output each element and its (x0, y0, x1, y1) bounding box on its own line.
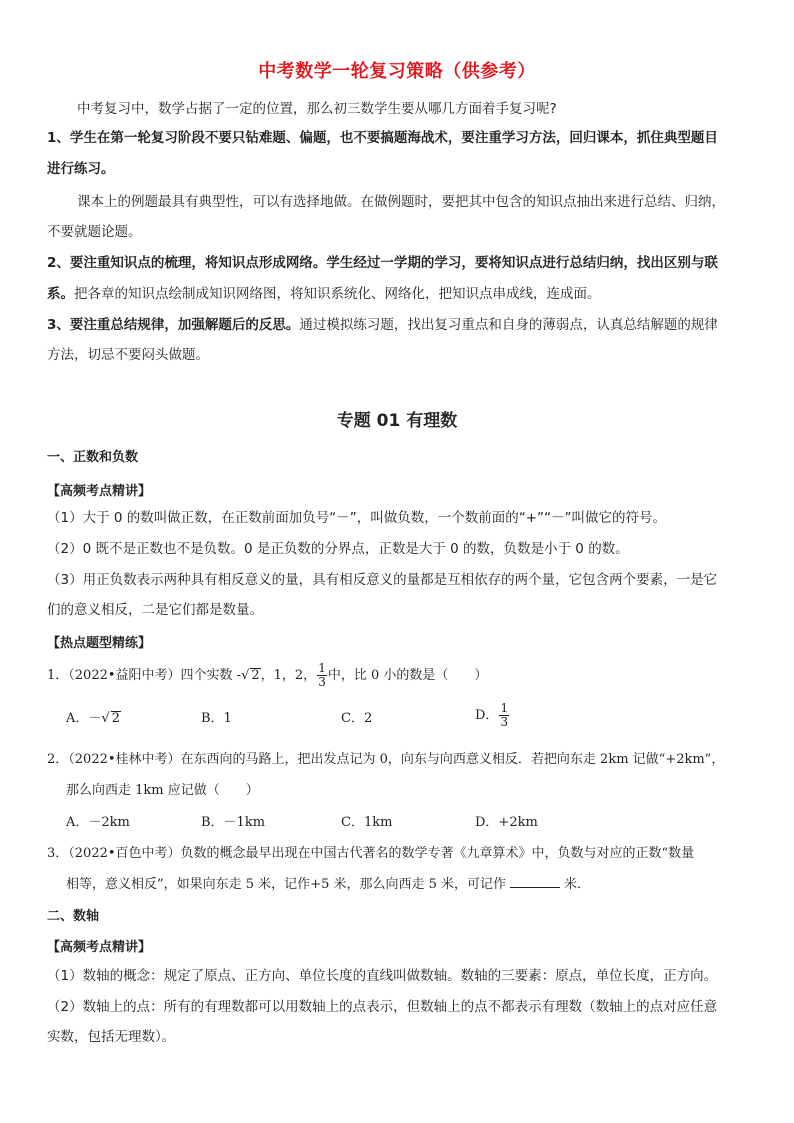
q1-option-a (66, 706, 121, 732)
kp-2: （2）0 既不是正数也不是负数。0 是正负数的分界点，正数是大于 0 的数，负数是小于 0 的数。 (47, 541, 629, 557)
strategy-2-bold: 系。 (47, 286, 74, 302)
kp-3-line2: 们的意义相反，二是它们都是数量。 (47, 602, 263, 618)
q1-option-c: C．2 (341, 711, 373, 726)
q1-opt-a-label: A．－ (66, 711, 102, 726)
kp-1: （1）大于 0 的数叫做正数，在正数前面加负号“－”，叫做负数，一个数前面的“+”“－”叫做它的符号。 (47, 510, 667, 526)
q2-option-b: B．－1km (201, 815, 266, 830)
question-3-line1: 3．（2022•百色中考）负数的概念最早出现在中国古代著名的数学专著《九章算术》中，负数与对应的正数“数量 (47, 846, 695, 861)
q1-sqrt-radicand: 2 (251, 668, 260, 683)
q1-opt-d-fraction (499, 702, 509, 729)
kp-heading-2: 【高频考点精讲】 (47, 940, 152, 955)
strategy-3-line1 (47, 314, 718, 336)
strategy-2-line2 (47, 283, 601, 305)
sqrt-icon: √ (101, 711, 110, 726)
q1-frac-num: 1 (318, 661, 326, 675)
q1-opt-a-radicand: 2 (111, 711, 120, 726)
answer-blank (510, 875, 560, 888)
strategy-1-detail-line2: 不要就题论题。 (47, 224, 142, 240)
section-2-heading: 二、数轴 (47, 909, 100, 924)
strategy-2-rest: 把各章的知识点绘制成知识网络图，将知识系统化、网络化，把知识点串成线，连成面。 (74, 286, 601, 302)
topic-title: 专题 01 有理数 (336, 411, 458, 431)
strategy-1-line1: 1、学生在第一轮复习阶段不要只钻难题、偏题，也不要搞题海战术，要注重学习方法，回归课本，抓住典型题目 (47, 130, 718, 146)
q1-opt-d-den: 3 (500, 715, 509, 729)
strategy-3-line2: 方法，切忌不要闷头做题。 (47, 347, 209, 363)
q1-fraction (317, 662, 327, 689)
kp-3-line1: （3）用正负数表示两种具有相反意义的量，具有相反意义的量都是互相依存的两个量，它包含两个要素，一是它 (47, 572, 718, 588)
page-title: 中考数学一轮复习策略（供参考） (258, 61, 536, 82)
q1-mid: ，1，2， (260, 668, 317, 683)
q1-option-b: B．1 (201, 711, 232, 726)
axis-kp-2-line1: （2）数轴上的点：所有的有理数都可以用数轴上的点表示，但数轴上的点不都表示有理数（数轴上的点对应任意 (47, 999, 718, 1015)
axis-kp-2-line2: 实数，包括无理数）。 (47, 1029, 176, 1045)
axis-kp-1: （1）数轴的概念：规定了原点、正方向、单位长度的直线叫做数轴。数轴的三要素：原点，单位长度，正方向。 (47, 968, 718, 984)
question-2-line1: 2．（2022•桂林中考）在东西向的马路上，把出发点记为 0，向东与向西意义相反．若把向东走 2km 记做“+2km”， (47, 752, 725, 767)
q1-frac-den: 3 (318, 675, 326, 689)
practice-heading-1: 【热点题型精练】 (47, 636, 152, 651)
strategy-1-line2: 进行练习。 (47, 161, 115, 177)
intro-paragraph: 中考复习中，数学占据了一定的位置，那么初三数学生要从哪几方面着手复习呢? (77, 101, 557, 117)
question-1 (47, 662, 487, 689)
section-1-heading: 一、正数和负数 (47, 450, 139, 465)
q2-option-d: D．+2km (475, 815, 538, 830)
q1-opt-d-label: D． (475, 708, 499, 723)
q2-option-a: A．－2km (66, 815, 130, 830)
q1-opt-d-num: 1 (500, 701, 509, 715)
strategy-1-detail-line1: 课本上的例题最具有典型性，可以有选择地做。在做例题时，要把其中包含的知识点抽出来进行总结、归纳， (77, 194, 725, 210)
question-3-line2 (66, 873, 590, 892)
q3-line2-suffix: 米． (564, 877, 591, 892)
strategy-3-rest: 通过模拟练习题，找出复习重点和自身的薄弱点，认真总结解题的规律 (299, 317, 718, 333)
sqrt-icon: √ (241, 668, 250, 683)
strategy-3-bold: 3、要注重总结规律，加强解题后的反思。 (47, 317, 300, 333)
q1-option-d (475, 702, 510, 729)
q2-option-c: C．1km (341, 815, 393, 830)
q3-line2-prefix: 相等，意义相反”，如果向东走 5 米，记作+5 米，那么向西走 5 米，可记作 (66, 877, 507, 892)
strategy-2-line1: 2、要注重知识点的梳理，将知识点形成网络。学生经过一学期的学习，要将知识点进行总结归纳，找出区别与联 (47, 255, 718, 271)
q1-suffix: 中，比 0 小的数是（ ） (327, 668, 488, 683)
question-2-line2: 那么向西走 1km 应记做（ ） (66, 783, 259, 798)
kp-heading-1: 【高频考点精讲】 (47, 484, 152, 499)
q1-prefix: 1．（2022•益阳中考）四个实数 - (47, 668, 242, 683)
